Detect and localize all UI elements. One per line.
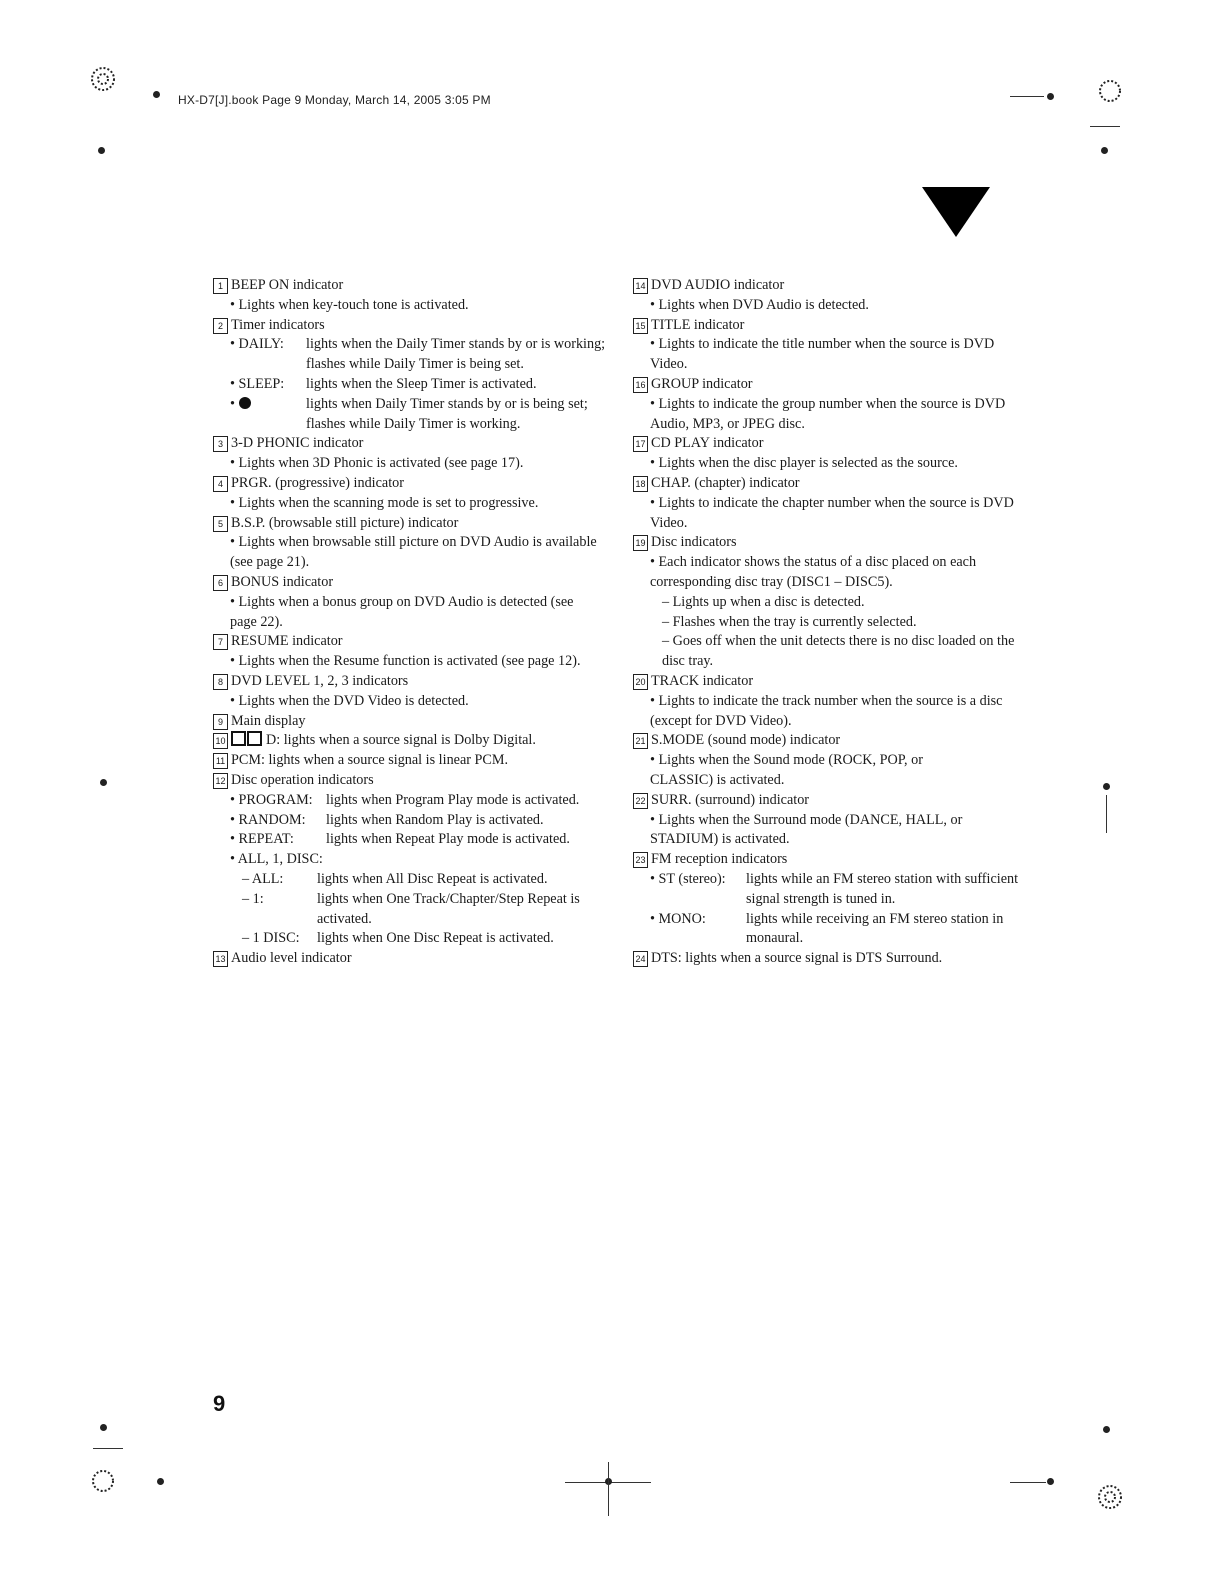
list-item [213, 731, 608, 751]
item-bullet: • Lights when the Sound mode (ROCK, POP, or CLASSIC) is activated. [650, 752, 923, 788]
item-number: 15 [633, 318, 648, 334]
item-title: Disc operation indicators [231, 771, 374, 788]
item-number: 5 [213, 516, 228, 532]
item-title: SURR. (surround) indicator [651, 791, 810, 808]
left-column [213, 276, 608, 969]
item-title: Disc indicators [651, 534, 737, 551]
dolby-digital-icon [231, 731, 246, 746]
item-bullet [213, 830, 608, 850]
item-sub-bullet: – Flashes when the tray is currently selected. [662, 613, 917, 630]
item-title: FM reception indicators [651, 851, 788, 868]
item-title: GROUP indicator [651, 375, 753, 392]
item-number: 8 [213, 674, 228, 690]
item-bullet: • Lights when DVD Audio is detected. [650, 296, 869, 313]
item-bullet [633, 910, 1033, 950]
registration-dot-icon [153, 91, 160, 98]
bullet-label: – 1 DISC: [242, 930, 300, 947]
item-number: 9 [213, 714, 228, 730]
list-item [213, 632, 608, 652]
item-bullet: • Lights when the disc player is selected as the source. [650, 455, 958, 472]
list-item [213, 434, 608, 454]
bullet-text: lights when All Disc Repeat is activated. [317, 870, 548, 887]
bullet-label: • ST (stereo): [650, 870, 726, 887]
registration-line [1010, 1482, 1046, 1483]
bullet-text: lights when the Sleep Timer is activated. [306, 375, 537, 392]
item-number: 23 [633, 852, 648, 868]
item-title: Timer indicators [231, 316, 325, 333]
item-title: DVD LEVEL 1, 2, 3 indicators [231, 672, 409, 689]
list-item [213, 949, 608, 969]
item-number: 3 [213, 436, 228, 452]
bullet-text: lights when Daily Timer stands by or is being set; flashes while Daily Timer is working. [306, 395, 588, 432]
list-item [633, 474, 1033, 494]
list-item [633, 375, 1033, 395]
list-item [213, 573, 608, 593]
dolby-digital-icon [247, 731, 262, 746]
item-number: 10 [213, 733, 228, 749]
item-number: 24 [633, 951, 648, 967]
item-title: CHAP. (chapter) indicator [651, 474, 800, 491]
list-item [633, 672, 1033, 692]
list-item [213, 514, 608, 534]
item-number: 17 [633, 436, 648, 452]
item-number: 16 [633, 377, 648, 393]
item-title: TRACK indicator [651, 672, 754, 689]
item-bullet [213, 375, 608, 395]
item-bullet: • Lights when 3D Phonic is activated (see page 17). [230, 455, 524, 472]
item-title: DVD AUDIO indicator [651, 277, 785, 293]
item-title: S.MODE (sound mode) indicator [651, 732, 841, 749]
bullet-label: • [230, 395, 239, 412]
item-bullet: • Lights to indicate the title number when the source is DVD Video. [650, 336, 995, 373]
item-title: PCM: lights when a source signal is linear PCM. [231, 752, 509, 769]
bullet-text: lights when One Track/Chapter/Step Repeat is activated. [317, 890, 580, 927]
bullet-text: lights when the Daily Timer stands by or is working; flashes while Daily Timer is being set. [306, 336, 606, 373]
bullet-label: • SLEEP: [230, 375, 285, 392]
book-header: HX-D7[J].book Page 9 Monday, March 14, 2005 3:05 PM [178, 93, 491, 107]
list-item [633, 533, 1033, 553]
item-bullet [213, 791, 608, 811]
item-bullet: • Lights when the Resume function is activated (see page 12). [230, 653, 581, 670]
list-item [633, 791, 1033, 811]
item-title: TITLE indicator [651, 316, 745, 333]
item-number: 2 [213, 318, 228, 334]
timer-clock-icon [239, 397, 251, 409]
bullet-label: • REPEAT: [230, 831, 294, 848]
item-sub-bullet [213, 870, 608, 890]
list-item [213, 276, 608, 296]
list-item [633, 276, 1033, 296]
bullet-text: lights while an FM stereo station with sufficient signal strength is tuned in. [746, 870, 1019, 907]
item-bullet [213, 335, 608, 375]
list-item [213, 712, 608, 732]
item-bullet: • Lights when the scanning mode is set to progressive. [230, 494, 539, 511]
item-title: BONUS indicator [231, 573, 334, 590]
item-title: PRGR. (progressive) indicator [231, 474, 404, 491]
item-bullet: • Lights when key-touch tone is activated. [230, 296, 469, 313]
item-title: B.S.P. (browsable still picture) indicator [231, 514, 459, 531]
bullet-text: lights when Program Play mode is activated. [326, 791, 580, 808]
registration-line [1106, 795, 1107, 833]
item-number: 1 [213, 278, 228, 294]
list-item [633, 731, 1033, 751]
item-title: Main display [231, 712, 306, 729]
item-bullet: • Lights when a bonus group on DVD Audio is detected (see page 22). [230, 593, 574, 630]
list-item [633, 434, 1033, 454]
item-title: DTS: lights when a source signal is DTS Surround. [651, 950, 943, 967]
item-number: 20 [633, 674, 648, 690]
item-sub-bullet: – Goes off when the unit detects there is no disc loaded on the disc tray. [662, 633, 1015, 670]
item-number: 4 [213, 476, 228, 492]
bullet-text: lights when One Disc Repeat is activated. [317, 930, 554, 947]
bullet-label: • MONO: [650, 910, 706, 927]
item-number: 13 [213, 951, 228, 967]
registration-line [1010, 96, 1044, 97]
registration-dot-icon [100, 779, 107, 786]
item-number: 18 [633, 476, 648, 492]
item-number: 19 [633, 535, 648, 551]
item-number: 22 [633, 793, 648, 809]
registration-dot-icon [157, 1478, 164, 1485]
registration-rosette-icon [90, 1468, 116, 1494]
item-bullet: • Lights when the Surround mode (DANCE, HALL, or STADIUM) is activated. [650, 811, 963, 848]
item-title: Audio level indicator [231, 950, 352, 967]
item-bullet [213, 395, 608, 435]
bullet-text: lights when Repeat Play mode is activated. [326, 831, 570, 848]
item-number: 7 [213, 634, 228, 650]
registration-dot-icon [1101, 147, 1108, 154]
item-number: 11 [213, 753, 228, 769]
bullet-label: – 1: [242, 890, 264, 907]
bullet-text: lights while receiving an FM stereo station in monaural. [746, 910, 1004, 947]
item-title: 3-D PHONIC indicator [231, 435, 364, 452]
item-bullet: • ALL, 1, DISC: [230, 851, 323, 868]
item-bullet: • Each indicator shows the status of a disc placed on each corresponding disc tray (DISC1 – DISC5). [650, 554, 977, 590]
list-item [633, 316, 1033, 336]
registration-rosette-icon [1097, 1484, 1123, 1510]
list-item [213, 751, 608, 771]
item-bullet: • Lights to indicate the track number when the source is a disc (except for DVD Video). [650, 692, 1003, 729]
item-sub-bullet [213, 929, 608, 949]
right-column [633, 276, 1033, 969]
bullet-text: lights when Random Play is activated. [326, 811, 544, 828]
item-bullet: • Lights when browsable still picture on DVD Audio is available (see page 21). [230, 534, 597, 571]
item-sub-bullet: – Lights up when a disc is detected. [662, 593, 865, 610]
bullet-label: – ALL: [242, 870, 284, 887]
item-bullet [633, 870, 1033, 910]
list-item [213, 771, 608, 791]
item-title: BEEP ON indicator [231, 277, 344, 293]
item-title: RESUME indicator [231, 633, 343, 650]
registration-dot-icon [1103, 1426, 1110, 1433]
list-item [633, 850, 1033, 870]
registration-dot-icon [100, 1424, 107, 1431]
list-item [213, 672, 608, 692]
list-item [633, 949, 1033, 969]
registration-line [93, 1448, 123, 1449]
registration-dot-icon [1103, 783, 1110, 790]
item-number: 21 [633, 733, 648, 749]
bullet-label: • PROGRAM: [230, 791, 313, 808]
item-number: 6 [213, 575, 228, 591]
bullet-label: • RANDOM: [230, 811, 306, 828]
item-number: 14 [633, 278, 648, 294]
registration-dot-icon [98, 147, 105, 154]
list-item [213, 316, 608, 336]
registration-dot-icon [1047, 1478, 1054, 1485]
page-corner-triangle [922, 187, 990, 237]
item-title: D: lights when a source signal is Dolby Digital. [266, 732, 536, 749]
item-sub-bullet [213, 890, 608, 930]
item-title: CD PLAY indicator [651, 435, 764, 452]
item-bullet: • Lights to indicate the group number when the source is DVD Audio, MP3, or JPEG disc. [650, 395, 1006, 432]
bullet-label: • DAILY: [230, 336, 284, 353]
registration-rosette-icon [1097, 78, 1123, 104]
registration-line [608, 1462, 609, 1516]
page-number: 9 [213, 1391, 226, 1416]
list-item [213, 474, 608, 494]
item-bullet [213, 811, 608, 831]
registration-line [1090, 126, 1120, 127]
registration-rosette-icon [90, 66, 116, 92]
registration-dot-icon [1047, 93, 1054, 100]
item-bullet: • Lights when the DVD Video is detected. [230, 692, 469, 709]
item-number: 12 [213, 773, 228, 789]
item-bullet: • Lights to indicate the chapter number when the source is DVD Video. [650, 494, 1014, 531]
